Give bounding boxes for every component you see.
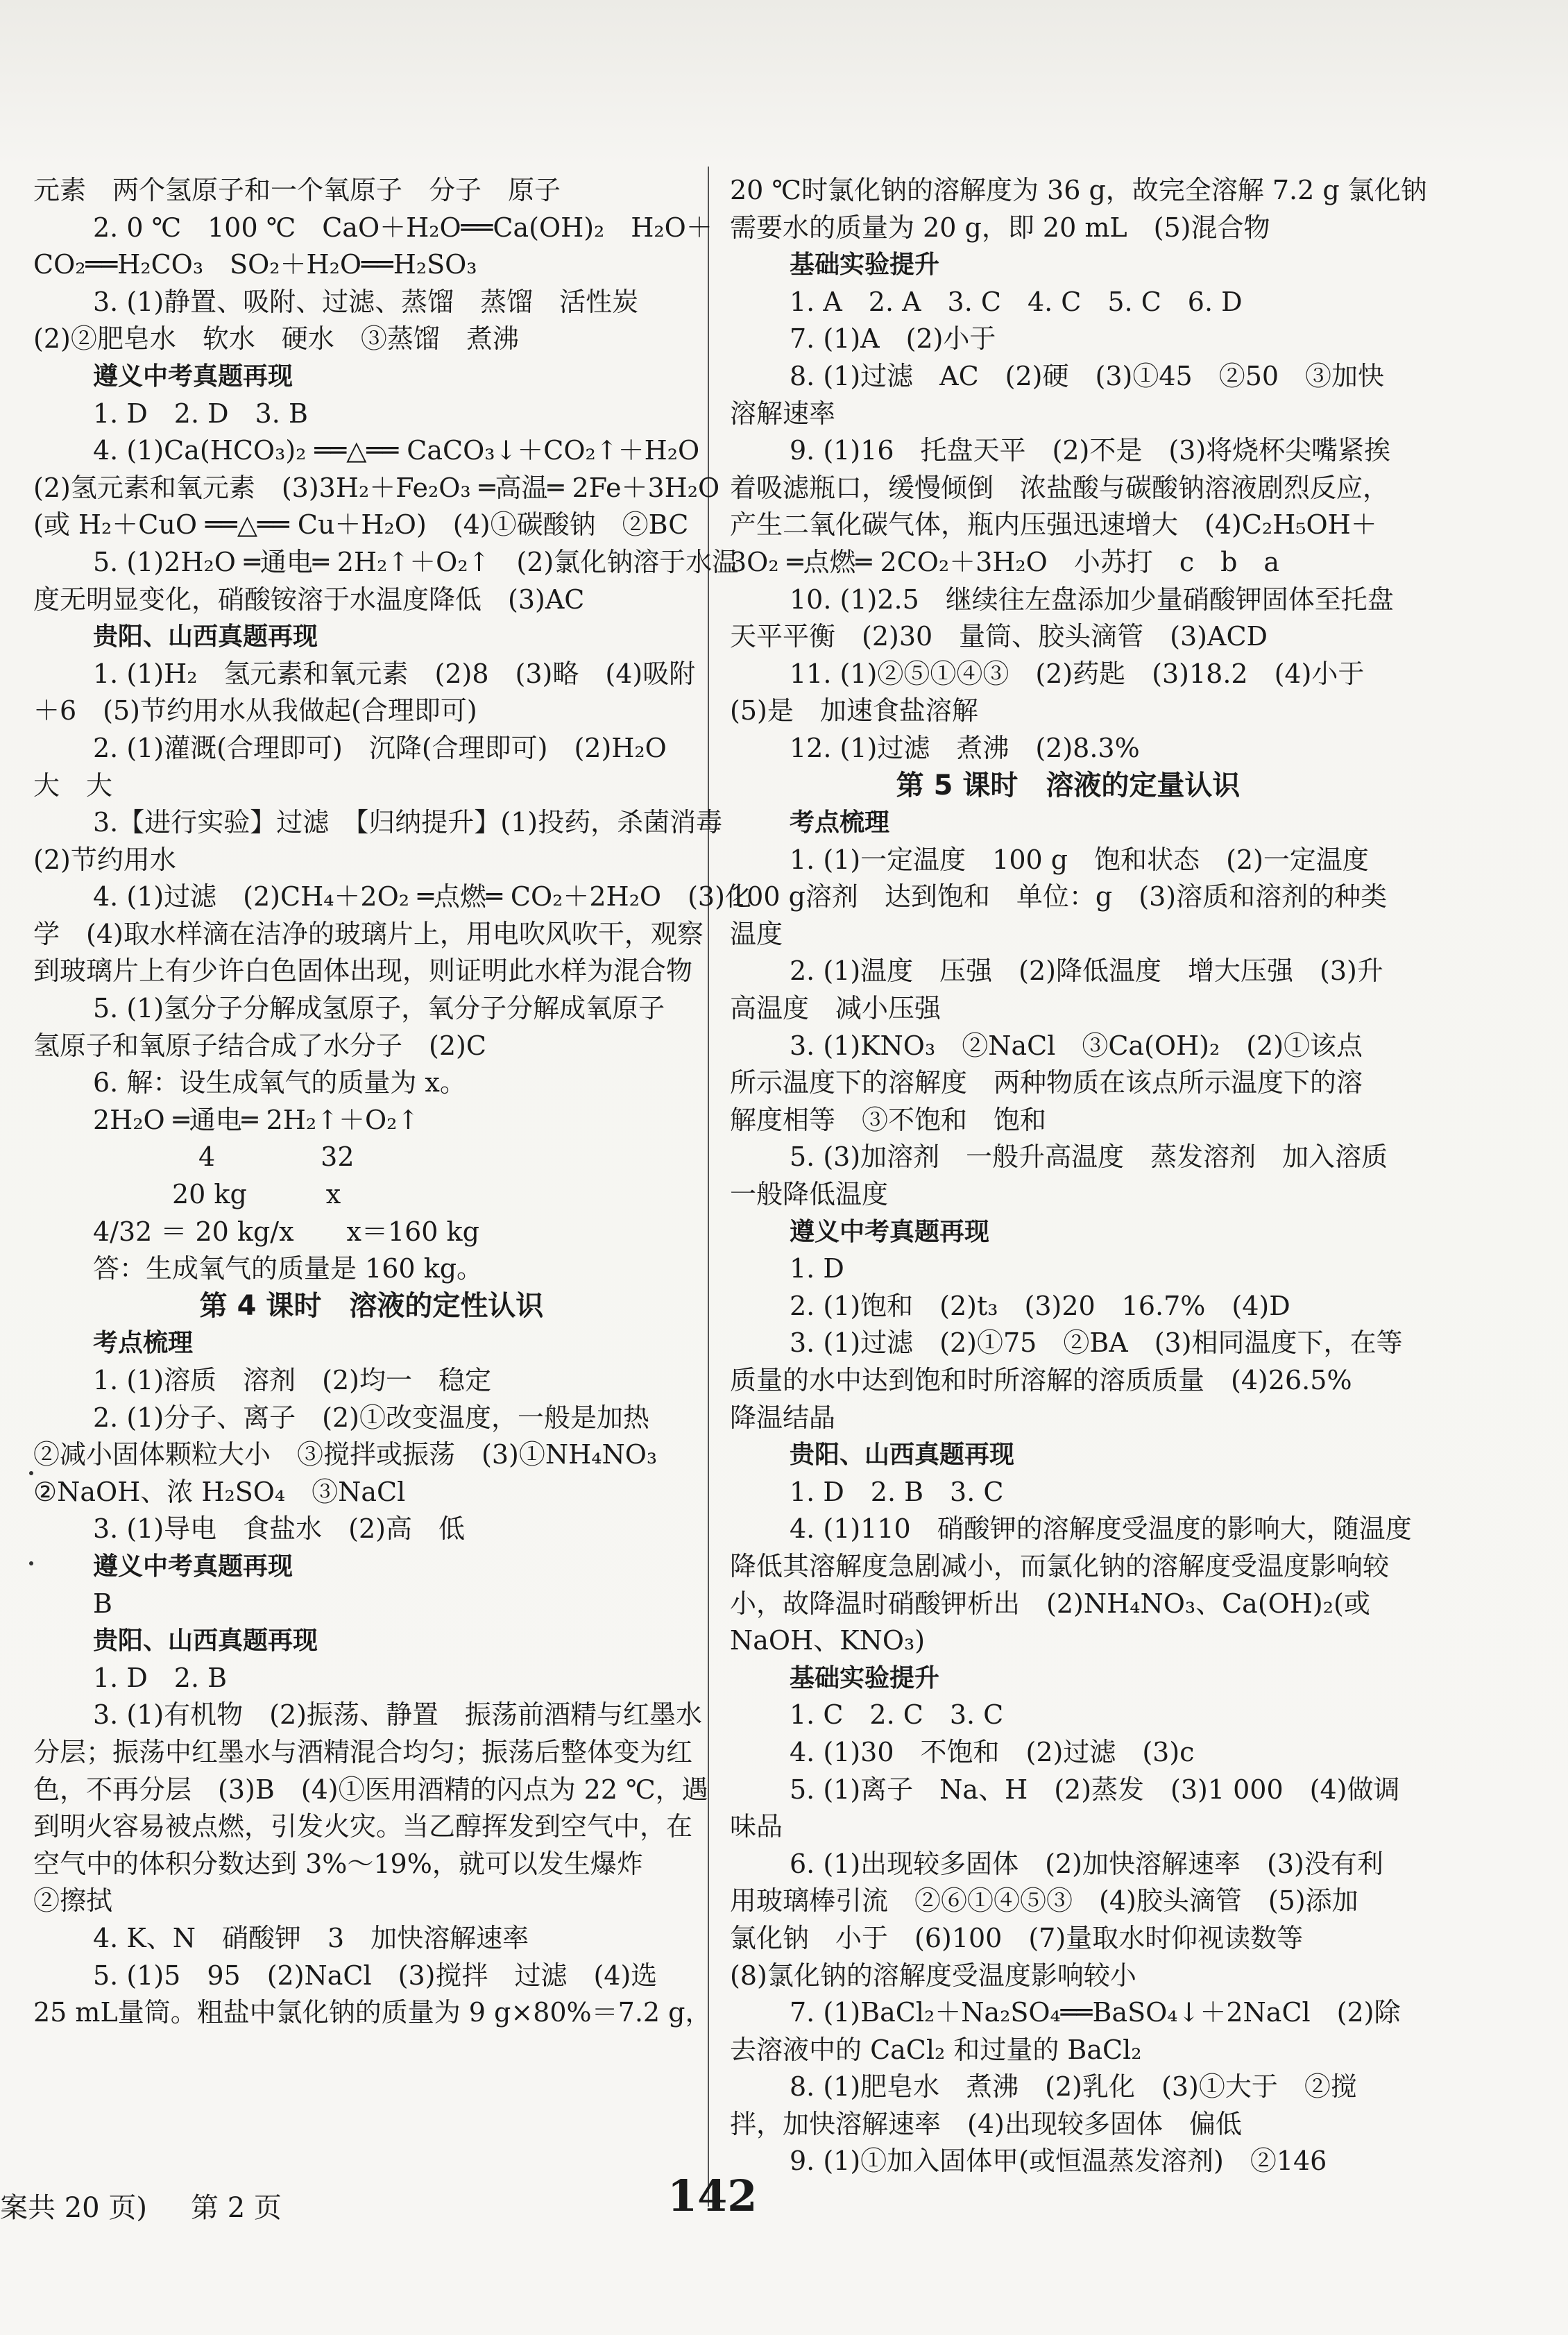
answer-line: 3. (1)静置、吸附、过滤、蒸馏 蒸馏 活性炭 (93, 286, 639, 317)
answer-line: 空气中的体积分数达到 3%～19%，就可以发生爆炸 (33, 1848, 643, 1879)
answer-line: 3.【进行实验】过滤 【归纳提升】(1)投药，杀菌消毒 (93, 807, 723, 838)
answer-line: 7. (1)A (2)小于 (790, 323, 996, 355)
answer-line: 学 (4)取水样滴在洁净的玻璃片上，用电吹风吹干，观察 (33, 918, 704, 949)
answer-line: 到玻璃片上有少许白色固体出现，则证明此水样为混合物 (33, 956, 693, 987)
answer-line: 5. (1)离子 Na、H (2)蒸发 (3)1 000 (4)做调 (790, 1774, 1400, 1805)
answer-line: NaOH、KNO₃) (730, 1625, 926, 1656)
right-column (730, 172, 1427, 2180)
answer-line: 降温结晶 (730, 1402, 836, 1433)
answer-line: (2)氢元素和氧元素 (3)3H₂＋Fe₂O₃ ═高温═ 2Fe＋3H₂O (33, 472, 720, 503)
answer-line: 着吸滤瓶口，缓慢倾倒 浓盐酸与碳酸钠溶液剧烈反应， (730, 472, 1390, 503)
answer-line: 3. (1)KNO₃ ②NaCl ③Ca(OH)₂ (2)①该点 (790, 1030, 1363, 1061)
answer-line: 4 32 (93, 1141, 355, 1173)
answer-line: 氢原子和氧原子结合成了水分子 (2)C (33, 1030, 486, 1061)
answer-line: 4. (1)过滤 (2)CH₄＋2O₂ ═点燃═ CO₂＋2H₂O (3)化 (93, 881, 751, 912)
answer-line: 需要水的质量为 20 g，即 20 mL (5)混合物 (730, 212, 1270, 243)
answer-line: 2. (1)灌溉(合理即可) 沉降(合理即可) (2)H₂O (93, 732, 667, 763)
answer-line: 2. 0 ℃ 100 ℃ CaO＋H₂O══Ca(OH)₂ H₂O＋ (93, 212, 713, 243)
section-heading: 考点梳理 (93, 1329, 194, 1358)
answer-line: 1. C 2. C 3. C (790, 1699, 1004, 1731)
answer-line: 3. (1)有机物 (2)振荡、静置 振荡前酒精与红墨水 (93, 1699, 702, 1731)
answer-line: ＋6 (5)节约用水从我做起(合理即可) (33, 695, 477, 727)
answer-line: ②减小固体颗粒大小 ③搅拌或振荡 (3)①NH₄NO₃ (33, 1439, 658, 1470)
answer-line: 大 大 (33, 770, 113, 801)
answer-line: 3. (1)过滤 (2)①75 ②BA (3)相同温度下，在等 (790, 1327, 1403, 1359)
answer-line: 小，故降温时硝酸钾析出 (2)NH₄NO₃、Ca(OH)₂(或 (730, 1588, 1370, 1619)
answer-line: 12. (1)过滤 煮沸 (2)8.3% (790, 732, 1140, 763)
answer-line: 1. D 2. B (93, 1662, 228, 1693)
answer-line: 去溶液中的 CaCl₂ 和过量的 BaCl₂ (730, 2034, 1142, 2065)
section-heading: 基础实验提升 (790, 1663, 940, 1692)
answer-line: 到明火容易被点燃，引发火灾。当乙醇挥发到空气中，在 (33, 1811, 693, 1842)
section-heading: 遵义中考真题再现 (790, 1217, 990, 1246)
answer-line: 天平平衡 (2)30 量筒、胶头滴管 (3)ACD (730, 621, 1268, 652)
answer-line: 所示温度下的溶解度 两种物质在该点所示温度下的溶 (730, 1067, 1363, 1098)
answer-line: (5)是 加速食盐溶解 (730, 695, 978, 727)
answer-line: 4. K、N 硝酸钾 3 加快溶解速率 (93, 1922, 529, 1953)
answer-line: 6. (1)出现较多固体 (2)加快溶解速率 (3)没有利 (790, 1848, 1383, 1879)
section-heading: 遵义中考真题再现 (93, 1552, 293, 1581)
answer-line: 4. (1)30 不饱和 (2)过滤 (3)c (790, 1736, 1195, 1767)
answer-line: 2. (1)分子、离子 (2)①改变温度，一般是加热 (93, 1402, 649, 1433)
lesson-title: 第 5 课时 溶液的定量认识 (896, 769, 1241, 801)
answer-line: 温度 (730, 918, 783, 949)
answer-line: 溶解速率 (730, 398, 836, 429)
section-heading: 贵阳、山西真题再现 (93, 622, 318, 652)
answer-line: 1. (1)溶质 溶剂 (2)均一 稳定 (93, 1365, 491, 1395)
answer-line: 4. (1)110 硝酸钾的溶解度受温度的影响大，随温度 (790, 1513, 1412, 1545)
answer-line: 分层；振荡中红墨水与酒精混合均匀；振荡后整体变为红 (33, 1736, 693, 1767)
answer-line: ②擦拭 (33, 1885, 113, 1917)
answer-line: 答：生成氧气的质量是 160 kg。 (93, 1253, 484, 1284)
answer-line: 6. 解：设生成氧气的质量为 x。 (93, 1067, 466, 1098)
answer-line: 9. (1)①加入固体甲(或恒温蒸发溶剂) ②146 (790, 2146, 1327, 2177)
answer-line: 8. (1)过滤 AC (2)硬 (3)①45 ②50 ③加快 (790, 360, 1385, 391)
answer-line: 1. (1)H₂ 氢元素和氧元素 (2)8 (3)略 (4)吸附 (93, 658, 696, 689)
answer-line: 解度相等 ③不饱和 饱和 (730, 1104, 1047, 1135)
answer-line: 产生二氧化碳气体，瓶内压强迅速增大 (4)C₂H₅OH＋ (730, 509, 1377, 541)
answer-line: 2. (1)温度 压强 (2)降低温度 增大压强 (3)升 (790, 956, 1383, 987)
answer-line: 降低其溶解度急剧减小，而氯化钠的溶解度受温度影响较 (730, 1550, 1390, 1581)
page-number: 142 (667, 2171, 758, 2221)
answer-line: 25 mL量筒。粗盐中氯化钠的质量为 9 g×80%＝7.2 g， (33, 1997, 712, 2028)
section-heading: 基础实验提升 (790, 251, 940, 280)
answer-line: 20 kg x (93, 1179, 341, 1210)
section-heading: 贵阳、山西真题再现 (790, 1441, 1015, 1470)
footer-answer-count: 案共 20 页) (0, 2192, 147, 2224)
answer-line: 质量的水中达到饱和时所溶解的溶质质量 (4)26.5% (730, 1365, 1352, 1395)
answer-line: 5. (1)5 95 (2)NaCl (3)搅拌 过滤 (4)选 (93, 1960, 658, 1991)
footer-page-label: 第 2 页 (191, 2192, 282, 2224)
answer-line: 1. D (790, 1253, 844, 1284)
answer-line: 5. (1)2H₂O ═通电═ 2H₂↑＋O₂↑ (2)氯化钠溶于水温 (93, 546, 739, 577)
answer-line: 元素 两个氢原子和一个氧原子 分子 原子 (33, 175, 561, 205)
answer-line: 1. D 2. B 3. C (790, 1476, 1004, 1507)
section-heading: 考点梳理 (790, 808, 890, 838)
answer-line: 1. (1)一定温度 100 g 饱和状态 (2)一定温度 (790, 844, 1369, 875)
answer-line: 用玻璃棒引流 ②⑥①④⑤③ (4)胶头滴管 (5)添加 (730, 1885, 1358, 1917)
answer-line: 1. D 2. D 3. B (93, 398, 308, 429)
answer-line: 氯化钠 小于 (6)100 (7)量取水时仰视读数等 (730, 1922, 1304, 1953)
left-column (33, 172, 751, 2032)
answer-line: 色，不再分层 (3)B (4)①医用酒精的闪点为 22 ℃，遇 (33, 1774, 708, 1805)
answer-line: (2)节约用水 (33, 844, 176, 875)
answer-line: 10. (1)2.5 继续往左盘添加少量硝酸钾固体至托盘 (790, 584, 1394, 615)
answer-line: 度无明显变化，硝酸铵溶于水温度降低 (3)AC (33, 584, 585, 615)
answer-line: ②NaOH、浓 H₂SO₄ ③NaCl (33, 1476, 406, 1507)
scan-dot (29, 1471, 33, 1475)
answer-line: 7. (1)BaCl₂＋Na₂SO₄══BaSO₄↓＋2NaCl (2)除 (790, 1997, 1401, 2028)
answer-line: 9. (1)16 托盘天平 (2)不是 (3)将烧杯尖嘴紧挨 (790, 435, 1391, 466)
answer-line: 2H₂O ═通电═ 2H₂↑＋O₂↑ (93, 1104, 420, 1135)
answer-line: 拌，加快溶解速率 (4)出现较多固体 偏低 (730, 2108, 1242, 2139)
section-heading: 遵义中考真题再现 (93, 362, 293, 391)
answer-line: (2)②肥皂水 软水 硬水 ③蒸馏 煮沸 (33, 323, 519, 355)
answer-line: 味品 (730, 1811, 783, 1842)
lesson-title: 第 4 课时 溶液的定性认识 (199, 1289, 544, 1322)
answer-line: 一般降低温度 (730, 1179, 889, 1210)
answer-line: CO₂══H₂CO₃ SO₂＋H₂O══H₂SO₃ (33, 249, 477, 280)
answer-line: (8)氯化钠的溶解度受温度影响较小 (730, 1960, 1136, 1991)
answer-line: 高温度 减小压强 (730, 993, 941, 1024)
answer-line: 5. (1)氢分子分解成氢原子，氧分子分解成氧原子 (93, 993, 665, 1024)
answer-line: 1. A 2. A 3. C 4. C 5. C 6. D (790, 286, 1243, 317)
answer-line: 4/32 ＝ 20 kg/x x＝160 kg (93, 1216, 479, 1247)
answer-line: 20 ℃时氯化钠的溶解度为 36 g，故完全溶解 7.2 g 氯化钠 (730, 175, 1427, 205)
answer-line: 3. (1)导电 食盐水 (2)高 低 (93, 1513, 465, 1545)
answer-line: B (93, 1588, 112, 1619)
answer-line: 5. (3)加溶剂 一般升高温度 蒸发溶剂 加入溶质 (790, 1141, 1388, 1173)
answer-line: 3O₂ ═点燃═ 2CO₂＋3H₂O 小苏打 c b a (730, 546, 1280, 577)
answer-line: 11. (1)②⑤①④③ (2)药匙 (3)18.2 (4)小于 (790, 658, 1365, 689)
answer-line: 2. (1)饱和 (2)t₃ (3)20 16.7% (4)D (790, 1290, 1290, 1321)
answer-line: 8. (1)肥皂水 煮沸 (2)乳化 (3)①大于 ②搅 (790, 2071, 1357, 2103)
answer-line: (或 H₂＋CuO ══△══ Cu＋H₂O) (4)①碳酸钠 ②BC (33, 509, 689, 541)
answer-line: 4. (1)Ca(HCO₃)₂ ══△══ CaCO₃↓＋CO₂↑＋H₂O (93, 435, 700, 466)
answer-line: 100 g溶剂 达到饱和 单位：g (3)溶质和溶剂的种类 (730, 881, 1388, 912)
scan-dot (29, 1561, 33, 1565)
section-heading: 贵阳、山西真题再现 (93, 1627, 318, 1656)
